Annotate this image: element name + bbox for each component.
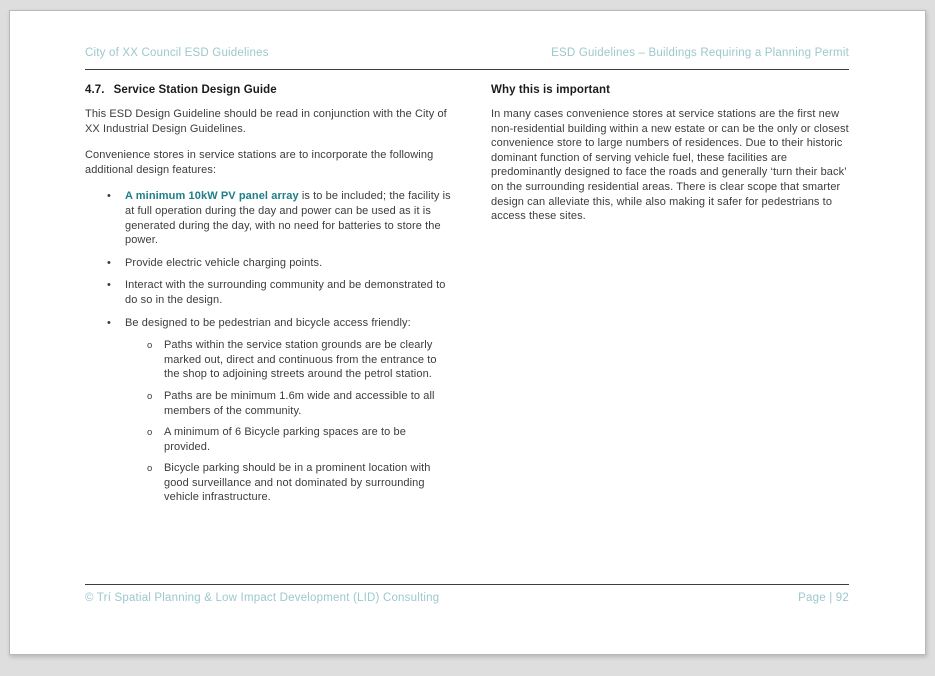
header-rule (85, 69, 849, 70)
highlighted-phrase: A minimum 10kW PV panel array (125, 190, 299, 203)
sub-bullet-text: Bicycle parking should be in a prominent location with good surveillance and not dominated by surrounding vehicle infrastructure. (164, 462, 431, 504)
paragraph: In many cases convenience stores at service stations are the first new non-residential building within a new estate or can be the only or closest convenience store to large numbers of residences. Due to their historic dominant function of serving vehicle fuel, these facilities are predominantly designed to face the roads and generally ‘turn their back’ on the surrounding residential areas. There is clear scope that smarter design can alleviate this, while also making it safer for pedestrians to access these sites. (491, 108, 849, 223)
left-column (85, 84, 453, 512)
footer-page-number: Page | 92 (798, 592, 849, 604)
bullet-item (85, 316, 453, 331)
sub-bullet-item (85, 425, 453, 454)
bullet-item (85, 189, 453, 247)
footer-copyright: © Trí Spatial Planning & Low Impact Development (LID) Consulting (85, 592, 440, 604)
bullet-item (85, 256, 453, 271)
sub-bullet-item (85, 389, 453, 418)
document-page (9, 10, 926, 655)
bullet-text: Interact with the surrounding community and be demonstrated to do so in the design. (125, 279, 446, 306)
bullet-icon: • (107, 256, 111, 269)
bullet-item (85, 278, 453, 307)
page-content (10, 11, 925, 512)
section-title: Service Station Design Guide (113, 84, 277, 96)
section-heading (85, 84, 453, 96)
bullet-text: Provide electric vehicle charging points. (125, 256, 323, 269)
page-footer (85, 584, 849, 604)
paragraph: This ESD Design Guideline should be read in conjunction with the City of XX Industrial Design Guidelines. (85, 108, 447, 135)
bullet-icon: • (107, 190, 111, 203)
sub-bullet-text: A minimum of 6 Bicycle parking spaces are to be provided. (164, 426, 406, 453)
sub-bullet-icon: o (147, 390, 153, 402)
sub-bullet-text: Paths are be minimum 1.6m wide and accessible to all members of the community. (164, 389, 435, 417)
bullet-text: Be designed to be pedestrian and bicycle access friendly: (125, 316, 411, 329)
section-number: 4.7. (85, 84, 105, 96)
paragraph: Convenience stores in service stations are to incorporate the following additional design features: (85, 149, 434, 176)
sub-bullet-text: Paths within the service station grounds are be clearly marked out, direct and continuous from the entrance to the shop to adjoining streets around the petrol station. (164, 339, 437, 381)
bullet-icon: • (107, 279, 111, 292)
header-right-title: ESD Guidelines – Buildings Requiring a Planning Permit (551, 47, 849, 59)
sub-bullet-icon: o (147, 427, 153, 439)
bullet-text (125, 189, 453, 247)
sub-bullet-icon: o (147, 340, 153, 352)
two-column-layout (85, 84, 849, 512)
sub-bullet-item (85, 338, 453, 382)
bullet-text-rest: is to be included; the facility is at full operation during the day and power can be used as it is generated during the day, with no need for batteries to store the power. (125, 190, 451, 247)
bullet-icon: • (107, 316, 111, 329)
header-left-title: City of XX Council ESD Guidelines (85, 47, 269, 59)
sub-bullet-item (85, 461, 453, 505)
section-heading: Why this is important (491, 84, 611, 96)
sub-bullet-icon: o (147, 463, 153, 475)
right-column (491, 84, 849, 512)
page-header (85, 47, 849, 59)
